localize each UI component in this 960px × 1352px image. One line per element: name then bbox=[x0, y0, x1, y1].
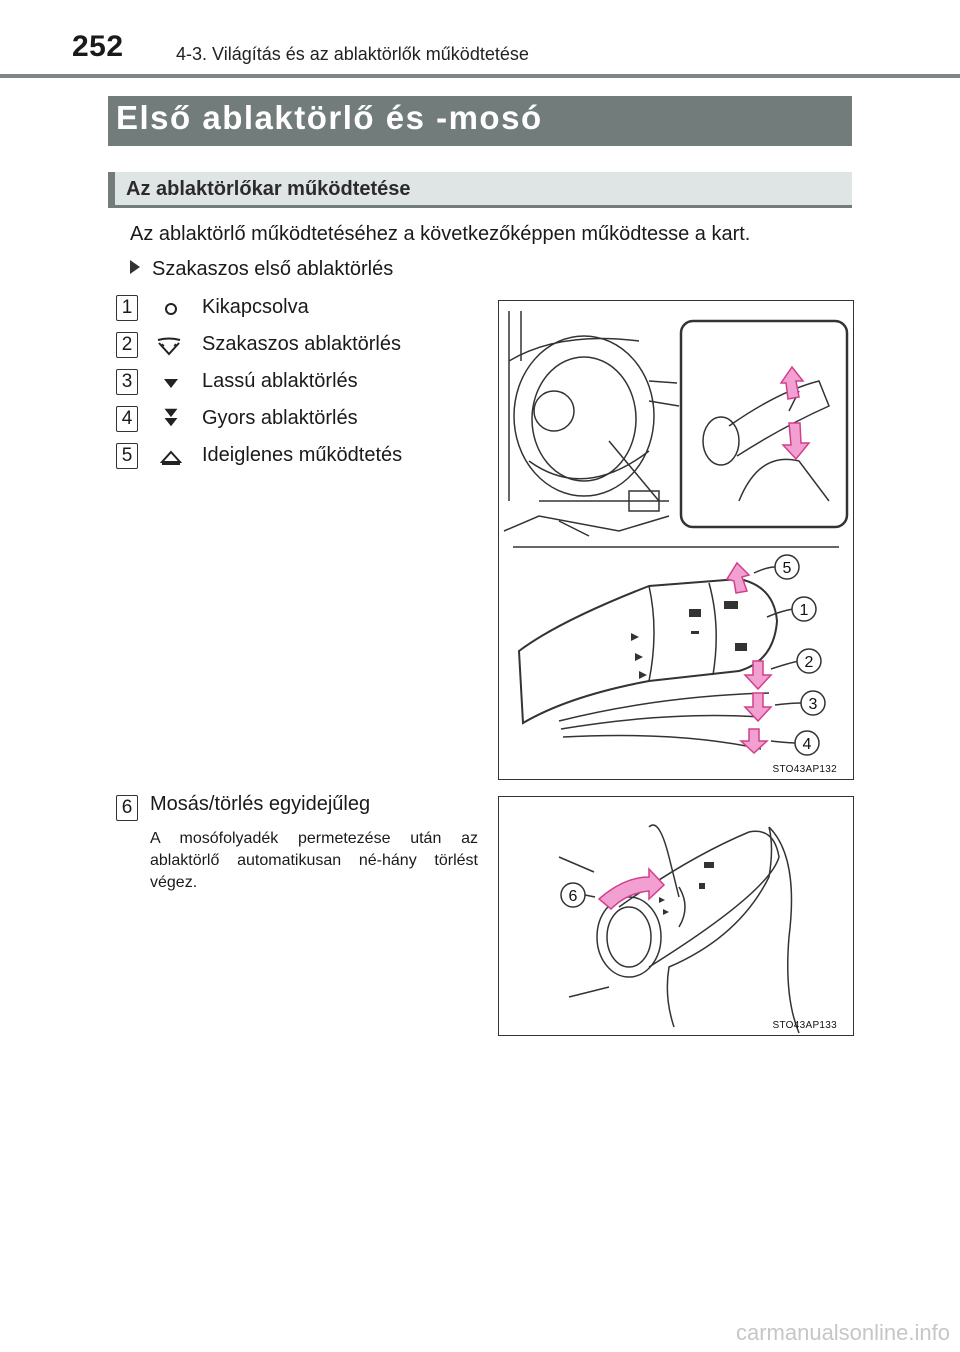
figure-code: STO43AP133 bbox=[772, 1020, 837, 1031]
item-label: Kikapcsolva bbox=[202, 296, 309, 318]
page-number: 252 bbox=[72, 30, 124, 63]
intro-text: Az ablaktörlő működtetéséhez a következőképpen működtesse a kart. bbox=[130, 223, 751, 245]
intermittent-wipe-icon bbox=[154, 334, 184, 358]
washer-description: A mosófolyadék permetezése után az ablaktörlő automatikusan né-hány törlést végez. bbox=[150, 830, 478, 891]
callout-number: 6 bbox=[568, 888, 578, 905]
item-label: Gyors ablaktörlés bbox=[202, 407, 358, 429]
circle-off-icon bbox=[156, 297, 186, 321]
item-number: 2 bbox=[116, 332, 138, 358]
double-triangle-down-icon bbox=[156, 406, 186, 430]
chevron-up-icon bbox=[156, 446, 186, 470]
callout-number: 1 bbox=[799, 602, 809, 619]
subheading: Az ablaktörlőkar működtetése bbox=[126, 178, 411, 200]
triangle-down-icon bbox=[156, 371, 186, 395]
header-divider bbox=[0, 74, 960, 78]
item-number: 1 bbox=[116, 295, 138, 321]
wiper-lever-illustration bbox=[499, 301, 853, 779]
callout-number: 4 bbox=[802, 736, 812, 753]
item-label: Lassú ablaktörlés bbox=[202, 370, 358, 392]
item-number: 4 bbox=[116, 406, 138, 432]
section-title: 4-3. Világítás és az ablaktörlők működtetése bbox=[176, 44, 529, 64]
item-number: 3 bbox=[116, 369, 138, 395]
figure-washer-lever bbox=[498, 796, 854, 1036]
bullet-item bbox=[130, 258, 393, 281]
item-label: Ideiglenes működtetés bbox=[202, 444, 403, 466]
callout-number: 5 bbox=[782, 560, 792, 577]
figure-wiper-lever bbox=[498, 300, 854, 780]
callout-number: 2 bbox=[804, 654, 814, 671]
item-number: 5 bbox=[116, 443, 138, 469]
callout-number: 3 bbox=[808, 696, 818, 713]
bullet-label: Szakaszos első ablaktörlés bbox=[152, 258, 394, 280]
washer-title: Mosás/törlés egyidejűleg bbox=[150, 793, 371, 815]
watermark: carmanualsonline.info bbox=[735, 1320, 950, 1345]
washer-lever-illustration bbox=[499, 797, 853, 1035]
bullet-triangle-icon bbox=[130, 260, 140, 274]
page-title: Első ablaktörlő és -mosó bbox=[116, 99, 543, 136]
item-number: 6 bbox=[116, 795, 138, 821]
figure-code: STO43AP132 bbox=[772, 764, 837, 775]
subheading-accent bbox=[108, 172, 115, 208]
item-label: Szakaszos ablaktörlés bbox=[202, 333, 401, 355]
